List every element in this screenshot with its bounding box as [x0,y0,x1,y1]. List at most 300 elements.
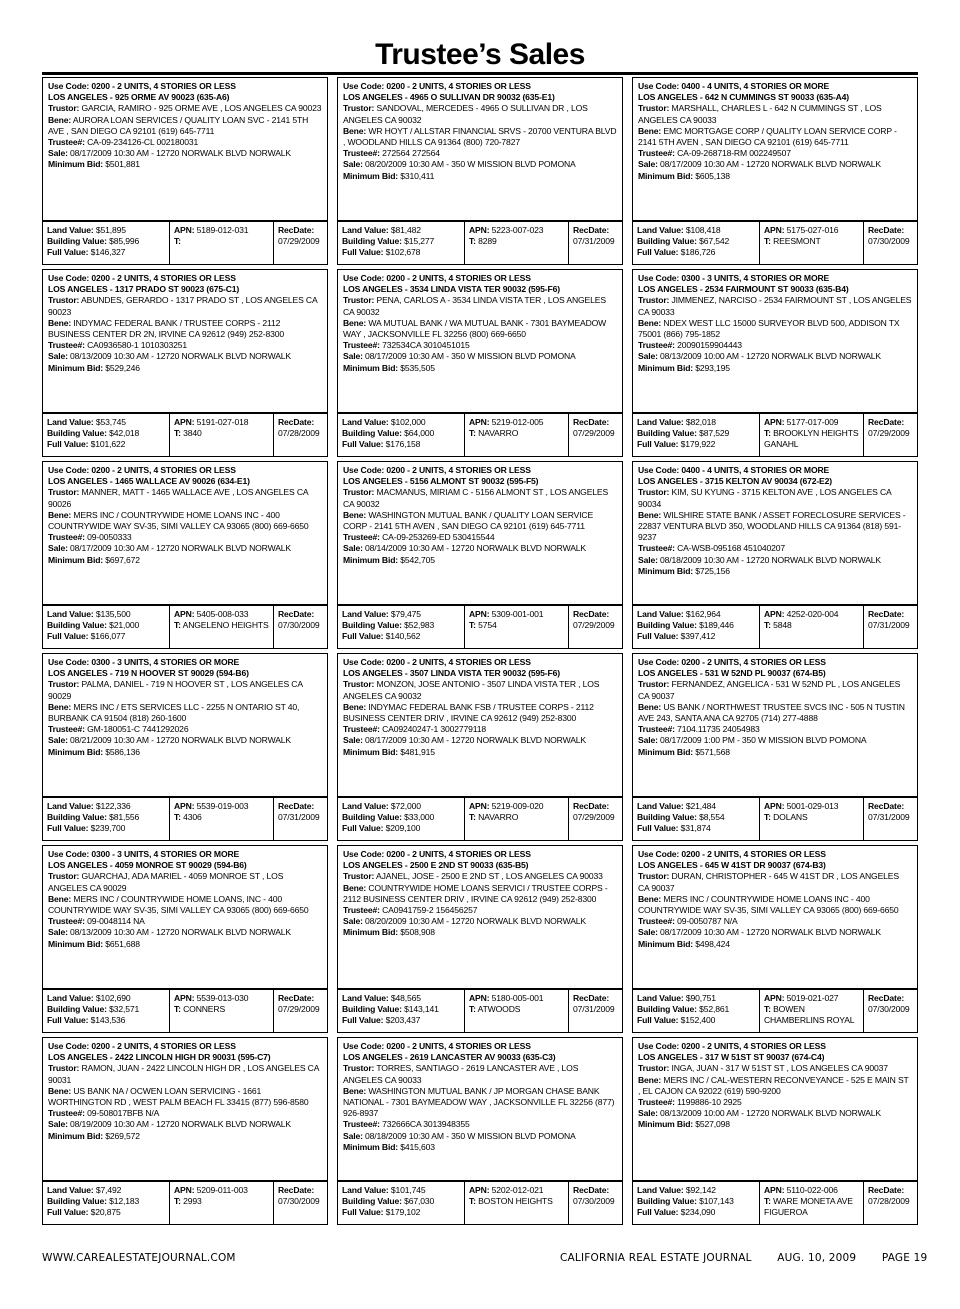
bene-value: EMC MORTGAGE CORP / QUALITY LOAN SERVICE CORP - 2141 5TH AVEN , SAN DIEGO CA 92101 (619) 645-7711 [638,125,897,148]
bene-value: WASHINGTON MUTUAL BANK / JP MORGAN CHASE BANK NATIONAL - 7301 BAYMEADOW WAY , JACKSONVILLE FL 32256 (877) 926-8937 [343,1085,615,1119]
trustee-label: Trustee#: [343,724,380,735]
values-cell [633,606,759,648]
use-code-label: Use Code: [638,273,680,283]
recdate-value: 07/28/2009 [868,1196,910,1207]
tract-line [174,812,270,823]
listing-values [43,412,327,456]
values-cell [43,222,169,264]
building-value: $33,000 [401,812,435,823]
land-value-label: Land Value: [342,1185,389,1195]
footer-website: WWW.CAREALESTATEJOURNAL.COM [42,1252,236,1264]
sale-value: 08/20/2009 10:30 AM - 350 W MISSION BLVD POMONA [362,159,576,170]
values-cell [633,414,759,456]
building-value-line [342,236,461,247]
apn-label: APN: [764,801,785,811]
trustee-label: Trustee#: [48,724,85,735]
property-address [48,860,322,871]
use-code-line [343,273,617,284]
bene-value: INDYMAC FEDERAL BANK / TRUSTEE CORPS - 2112 BUSINESS CENTER DR 2N, IRVINE CA 92612 (949) 252-8300 [48,317,284,340]
use-code-label: Use Code: [48,273,90,283]
recdate-value: 07/30/2009 [868,236,910,247]
listing-details [633,1038,917,1180]
trustee-label: Trustee#: [638,916,675,927]
bene-label: Bene: [638,893,662,904]
values-cell [633,222,759,264]
building-value-line [637,1004,756,1015]
trustor-label: Trustor: [638,295,670,306]
property-address [638,668,912,679]
trustee-label: Trustee#: [343,340,380,351]
tract-label: T: [764,620,771,631]
sale-label: Sale: [48,735,68,746]
use-code-line [638,273,912,284]
property-address-value: LOS ANGELES - 645 W 41ST DR 90037 (674-B3) [638,860,826,871]
building-value-line [342,428,461,439]
trustor-label: Trustor: [343,1063,375,1074]
trustor-line [48,103,322,114]
listing-card [337,845,623,1033]
bene-line [343,510,617,532]
trustee-value: CA-WSB-095168 451040207 [674,543,785,554]
bene-label: Bene: [638,1074,662,1085]
recdate-label: RecDate: [868,609,905,619]
trustor-value: KIM, SU KYUNG - 3715 KELTON AVE , LOS ANGELES CA 90034 [638,487,892,509]
building-value-label: Building Value: [342,236,402,247]
bene-line [343,318,617,340]
tract-label: T: [469,620,476,631]
trustee-label: Trustee#: [48,340,85,351]
trustor-label: Trustor: [343,295,375,306]
apn-line [469,1185,565,1196]
listing-details [338,1038,622,1180]
full-value: $166,077 [88,631,126,642]
trustee-line [343,532,617,543]
minimum-bid-line [343,747,617,758]
building-value-label: Building Value: [47,428,107,439]
land-value-line [637,225,756,236]
apn-cell [169,222,273,264]
apn-value: 5019-021-027 [784,993,839,1003]
trustor-line [638,103,912,125]
minimum-bid-value: $542,705 [398,554,435,565]
tract-value: ATWOODS [475,1004,521,1015]
tract-line [764,1004,860,1026]
sale-line [48,543,322,554]
use-code-value: 0200 - 2 UNITS, 4 STORIES OR LESS [386,273,531,283]
bene-label: Bene: [343,882,367,893]
trustor-line [638,871,912,893]
trustor-line [638,295,912,317]
land-value-label: Land Value: [47,993,94,1003]
sale-line [48,148,322,159]
trustor-line [638,1063,912,1074]
bene-value: WR HOYT / ALLSTAR FINANCIAL SRVS - 20700 VENTURA BLVD , WOODLAND HILLS CA 91364 (800) 720-7827 [343,125,617,148]
use-code-value: 0200 - 2 UNITS, 4 STORIES OR LESS [386,81,531,91]
building-value-line [342,620,461,631]
listing-values [43,1180,327,1224]
full-value-line [342,247,461,258]
trustee-line [48,532,322,543]
apn-value: 5191-027-018 [194,417,249,427]
trustor-value: SANDOVAL, MERCEDES - 4965 O SULLIVAN DR , LOS ANGELES CA 90032 [343,103,588,125]
full-value-label: Full Value: [342,1015,384,1026]
sale-line [638,927,912,938]
minimum-bid-label: Minimum Bid: [343,746,399,757]
building-value-label: Building Value: [637,812,697,823]
land-value-line [47,801,166,812]
sale-line [48,927,322,938]
use-code-value: 0200 - 2 UNITS, 4 STORIES OR LESS [681,849,826,859]
apn-label: APN: [764,1185,785,1195]
sale-label: Sale: [343,735,363,746]
trustor-line [343,487,617,509]
apn-value: 5175-027-016 [784,225,839,235]
values-cell [338,1182,464,1224]
full-value: $176,158 [383,439,421,450]
sale-value: 08/18/2009 10:30 AM - 350 W MISSION BLVD POMONA [362,1130,576,1141]
recdate-label: RecDate: [868,1185,905,1195]
trustee-line [638,148,912,159]
apn-label: APN: [469,609,490,619]
building-value: $42,018 [106,428,140,439]
full-value-line [637,1207,756,1218]
apn-cell [759,1182,863,1224]
tract-label: T: [174,812,181,823]
minimum-bid-label: Minimum Bid: [343,1141,399,1152]
trustor-line [48,295,322,317]
building-value-label: Building Value: [637,1196,697,1207]
apn-line [469,225,565,236]
building-value-label: Building Value: [47,236,107,247]
listing-values [633,796,917,840]
land-value: $53,745 [93,417,126,427]
sale-line [638,159,912,170]
bene-label: Bene: [48,1085,72,1096]
trustor-line [343,871,617,882]
listing-card [337,1037,623,1225]
minimum-bid-line [343,363,617,374]
land-value-line [342,417,461,428]
land-value-label: Land Value: [342,993,389,1003]
recdate-cell [273,414,327,456]
bene-line [638,894,912,916]
apn-cell [464,606,568,648]
tract-label: T: [764,1196,771,1207]
tract-line [174,1196,270,1207]
listing-values [633,988,917,1032]
trustor-value: PALMA, DANIEL - 719 N HOOVER ST , LOS ANGELES CA 90029 [48,679,303,701]
use-code-label: Use Code: [638,81,680,91]
apn-label: APN: [174,225,195,235]
apn-cell [759,414,863,456]
bene-line [48,702,322,724]
tract-line [174,1004,270,1015]
full-value-label: Full Value: [637,247,679,258]
full-value-line [637,439,756,450]
land-value-line [47,225,166,236]
full-value-label: Full Value: [637,631,679,642]
bene-line [638,318,912,340]
tract-line [174,620,270,631]
listing-card [632,653,918,841]
sale-line [48,351,322,362]
apn-line [764,225,860,236]
apn-cell [169,798,273,840]
land-value-line [47,1185,166,1196]
sale-label: Sale: [638,554,658,565]
full-value: $20,875 [88,1207,121,1218]
bene-value: US BANK / NORTHWEST TRUSTEE SVCS INC - 505 N TUSTIN AVE 243, SANTA ANA CA 92705 (714) 277-4888 [638,701,905,724]
bene-line [638,126,912,148]
use-code-value: 0200 - 2 UNITS, 4 STORIES OR LESS [91,81,236,91]
listing-details [633,654,917,796]
recdate-cell [863,798,917,840]
sale-line [343,351,617,362]
apn-value: 5202-012-021 [489,1185,544,1195]
recdate-label-line [278,801,324,812]
trustee-line [48,137,322,148]
building-value: $67,542 [696,236,730,247]
property-address [343,284,617,295]
use-code-value: 0200 - 2 UNITS, 4 STORIES OR LESS [386,657,531,667]
recdate-label: RecDate: [868,801,905,811]
recdate-cell [863,990,917,1032]
full-value: $101,622 [88,439,126,450]
land-value: $72,000 [388,801,421,811]
building-value-line [637,236,756,247]
tract-line [469,812,565,823]
listing-details [633,270,917,412]
apn-cell [169,990,273,1032]
footer-journal-name: CALIFORNIA REAL ESTATE JOURNAL [560,1252,752,1264]
sale-value: 08/19/2009 10:30 AM - 12720 NORWALK BLVD NORWALK [67,1119,292,1130]
minimum-bid-label: Minimum Bid: [48,746,104,757]
full-value-line [637,247,756,258]
values-cell [338,222,464,264]
recdate-value: 07/29/2009 [278,236,320,247]
bene-value: MERS INC / COUNTRYWIDE HOME LOANS INC - 400 COUNTRYWIDE WAY SV-35, SIMI VALLEY CA 93065 (800) 669-6650 [48,509,309,532]
tract-value: BROOKLYN HEIGHTS GANAHL [764,428,859,450]
building-value: $189,446 [696,620,734,631]
use-code-line [48,1041,322,1052]
trustee-label: Trustee#: [48,137,85,148]
use-code-value: 0400 - 4 UNITS, 4 STORIES OR MORE [681,465,830,475]
minimum-bid-value: $508,908 [398,927,435,938]
sale-value: 08/18/2009 10:30 AM - 12720 NORWALK BLVD NORWALK [657,554,882,565]
sale-label: Sale: [638,351,658,362]
property-address-value: LOS ANGELES - 1317 PRADO ST 90023 (675-C1) [48,284,240,295]
minimum-bid-value: $415,603 [398,1141,435,1152]
trustor-label: Trustor: [638,1063,670,1074]
listing-card [632,1037,918,1225]
trustor-label: Trustor: [48,295,80,306]
property-address [343,1052,617,1063]
trustor-line [343,1063,617,1085]
recdate-label-line [278,1185,324,1196]
land-value-label: Land Value: [47,801,94,811]
trustee-value: 09-0048114 NA [84,916,145,927]
use-code-line [343,849,617,860]
listing-card [42,653,328,841]
apn-cell [464,1182,568,1224]
apn-value: 5539-019-003 [194,801,249,811]
property-address-value: LOS ANGELES - 3507 LINDA VISTA TER 90032 (595-F6) [343,668,560,679]
trustee-line [638,340,912,351]
listing-values [633,220,917,264]
bene-label: Bene: [638,509,662,520]
building-value-line [47,1004,166,1015]
building-value-label: Building Value: [47,812,107,823]
land-value-label: Land Value: [342,609,389,619]
minimum-bid-value: $697,672 [103,554,140,565]
land-value: $81,482 [388,225,421,235]
values-cell [338,990,464,1032]
recdate-value: 07/29/2009 [573,428,615,439]
building-value: $143,141 [401,1004,439,1015]
listing-values [338,1180,622,1224]
apn-label: APN: [469,801,490,811]
sale-label: Sale: [638,159,658,170]
apn-line [174,1185,270,1196]
trustor-value: DURAN, CHRISTOPHER - 645 W 41ST DR , LOS ANGELES CA 90037 [638,871,899,893]
trustee-line [343,340,617,351]
use-code-label: Use Code: [343,465,385,475]
recdate-value: 07/29/2009 [868,428,910,439]
use-code-line [343,1041,617,1052]
minimum-bid-line [638,939,912,950]
land-value: $48,565 [388,993,421,1003]
building-value: $85,996 [106,236,140,247]
trustor-value: GUARCHAJ, ADA MARIEL - 4059 MONROE ST , LOS ANGELES CA 90029 [48,871,284,893]
minimum-bid-line [48,159,322,170]
bene-value: MERS INC / CAL-WESTERN RECONVEYANCE - 525 E MAIN ST , EL CAJON CA 92022 (619) 590-9200 [638,1074,909,1096]
sale-value: 08/13/2009 10:30 AM - 12720 NORWALK BLVD NORWALK [67,351,292,362]
apn-line [174,417,270,428]
use-code-label: Use Code: [343,657,385,667]
property-address-value: LOS ANGELES - 2422 LINCOLN HIGH DR 90031 (595-C7) [48,1052,271,1063]
minimum-bid-line [343,1142,617,1153]
full-value-label: Full Value: [637,1207,679,1218]
full-value: $203,437 [383,1015,421,1026]
trustor-line [638,679,912,701]
full-value-label: Full Value: [342,439,384,450]
bene-line [343,702,617,724]
minimum-bid-line [48,555,322,566]
title-divider [42,72,918,75]
trustor-line [48,679,322,701]
recdate-cell [273,606,327,648]
minimum-bid-line [48,747,322,758]
recdate-label: RecDate: [868,417,905,427]
land-value-line [342,801,461,812]
apn-value: 5309-001-001 [489,609,544,619]
listing-values [633,604,917,648]
bene-value: WILSHIRE STATE BANK / ASSET FORECLOSURE SERVICES - 22837 VENTURA BLVD 350, WOODLAND HILLS CA 91364 (818) 591-9237 [638,509,906,543]
trustee-value: 09-508017BFB N/A [84,1108,160,1119]
minimum-bid-value: $605,138 [693,170,730,181]
listing-card [632,269,918,457]
tract-line [469,1196,565,1207]
minimum-bid-line [343,555,617,566]
listing-details [338,462,622,604]
recdate-label: RecDate: [278,993,315,1003]
minimum-bid-label: Minimum Bid: [638,565,694,576]
building-value-label: Building Value: [342,1004,402,1015]
recdate-label-line [573,609,619,620]
apn-label: APN: [174,1185,195,1195]
trustor-label: Trustor: [638,679,670,690]
minimum-bid-value: $535,505 [398,362,435,373]
recdate-value: 07/31/2009 [868,620,910,631]
recdate-label: RecDate: [278,801,315,811]
recdate-value: 07/31/2009 [573,1004,615,1015]
use-code-value: 0400 - 4 UNITS, 4 STORIES OR MORE [681,81,830,91]
building-value: $81,556 [106,812,140,823]
sale-value: 08/13/2009 10:00 AM - 12720 NORWALK BLVD NORWALK [657,1108,882,1119]
bene-line [638,1075,912,1097]
property-address-value: LOS ANGELES - 2534 FAIRMOUNT ST 90033 (635-B4) [638,284,849,295]
bene-label: Bene: [48,317,72,328]
trustor-label: Trustor: [638,103,670,114]
minimum-bid-value: $529,246 [103,362,140,373]
use-code-line [638,1041,912,1052]
use-code-label: Use Code: [343,273,385,283]
land-value-label: Land Value: [637,609,684,619]
full-value-label: Full Value: [47,823,89,834]
trustor-label: Trustor: [343,487,375,498]
minimum-bid-label: Minimum Bid: [48,362,104,373]
tract-label: T: [469,812,476,823]
listing-details [338,78,622,220]
listing-details [43,654,327,796]
building-value: $32,571 [106,1004,140,1015]
land-value: $51,895 [93,225,126,235]
land-value-label: Land Value: [637,801,684,811]
land-value: $162,964 [683,609,721,619]
property-address-value: LOS ANGELES - 3534 LINDA VISTA TER 90032 (595-F6) [343,284,560,295]
recdate-value: 07/31/2009 [868,812,910,823]
land-value-label: Land Value: [637,417,684,427]
listing-details [338,654,622,796]
recdate-label: RecDate: [573,609,610,619]
land-value-label: Land Value: [47,1185,94,1195]
recdate-cell [863,222,917,264]
use-code-label: Use Code: [343,849,385,859]
building-value-line [47,236,166,247]
use-code-value: 0200 - 2 UNITS, 4 STORIES OR LESS [386,465,531,475]
apn-cell [464,798,568,840]
tract-line [174,428,270,439]
property-address-value: LOS ANGELES - 925 ORME AV 90023 (635-A6) [48,92,230,103]
bene-line [343,883,617,905]
tract-line [469,1004,565,1015]
sale-line [343,735,617,746]
trustor-line [48,487,322,509]
tract-value: DOLANS [770,812,808,823]
listing-values [633,412,917,456]
use-code-label: Use Code: [638,1041,680,1051]
full-value-label: Full Value: [47,247,89,258]
land-value-label: Land Value: [47,417,94,427]
property-address [48,476,322,487]
recdate-cell [568,414,622,456]
property-address [48,668,322,679]
tract-label: T: [174,236,181,247]
trustor-value: AJANEL, JOSE - 2500 E 2ND ST , LOS ANGELES CA 90033 [374,871,603,882]
tract-label: T: [764,1004,771,1015]
building-value-label: Building Value: [637,428,697,439]
full-value: $31,874 [678,823,711,834]
